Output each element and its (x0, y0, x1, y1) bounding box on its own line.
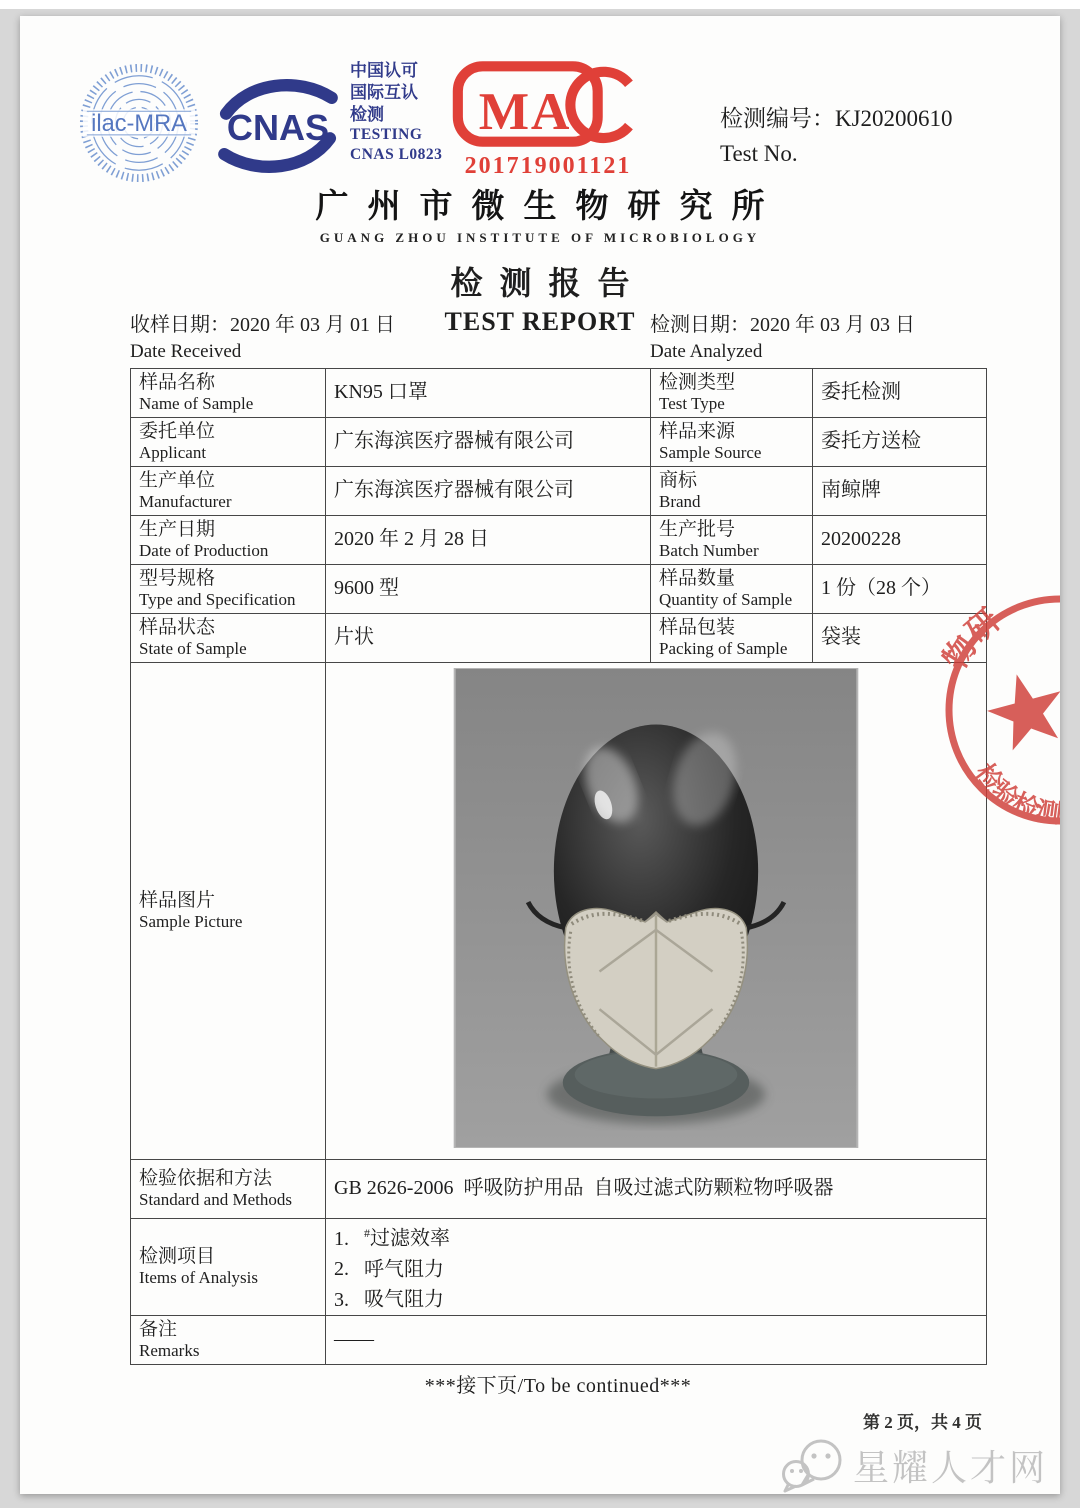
standard-row (131, 1160, 987, 1219)
item-text: 过滤效率 (370, 1227, 450, 1250)
cma-logo-letters: MA (478, 80, 572, 141)
ilac-logo-label: ilac-MRA (91, 110, 187, 137)
table-row (131, 516, 987, 565)
items-cell (326, 1219, 987, 1316)
accred-line: TESTING (350, 126, 423, 144)
cell-label (651, 614, 813, 663)
item-number: 2. (334, 1258, 349, 1281)
cell-value: 广东海滨医疗器械有限公司 (326, 467, 651, 516)
cell-label (131, 1219, 326, 1316)
cma-logo-block (448, 58, 648, 180)
item-text: 呼气阻力 (364, 1258, 444, 1281)
label-en: Test Type (659, 394, 725, 414)
cell-label (131, 1160, 326, 1219)
label-en: Batch Number (659, 541, 759, 561)
label-zh: 样品包装 (659, 616, 736, 638)
cell-value: GB 2626-2006 呼吸防护用品 自吸过滤式防颗粒物呼吸器 (326, 1160, 987, 1219)
label-zh: 生产日期 (139, 518, 216, 540)
label-zh: 商标 (659, 469, 698, 491)
report-table-wrap (130, 368, 986, 1398)
label-zh: 生产单位 (139, 469, 216, 491)
table-row (131, 565, 987, 614)
accred-line: 中国认可 (350, 61, 418, 80)
cell-value: 南鲸牌 (813, 467, 987, 516)
label-en: Items of Analysis (139, 1268, 258, 1288)
accreditation-text (350, 60, 442, 165)
date-analyzed-zh: 检测日期：2020 年 03 月 03 日 (650, 314, 915, 336)
stamp-bottom-text: 检验检测 (969, 758, 1064, 829)
cell-label (651, 565, 813, 614)
date-analyzed-en: Date Analyzed (650, 341, 763, 362)
cell-value: KN95 口罩 (326, 369, 651, 418)
label-en: Packing of Sample (659, 639, 788, 659)
sample-picture-row (131, 663, 987, 1160)
test-number-zh: 检测编号：KJ20200610 (720, 106, 953, 131)
cell-label (131, 467, 326, 516)
sample-info-table (130, 368, 987, 1365)
cell-label (131, 1315, 326, 1364)
item-text: 吸气阻力 (364, 1288, 444, 1311)
label-en: State of Sample (139, 639, 247, 659)
date-received-zh: 收样日期：2020 年 03 月 01 日 (130, 314, 395, 336)
watermark (781, 1436, 1048, 1494)
cell-label (131, 614, 326, 663)
cell-value: 2020 年 2 月 28 日 (326, 516, 651, 565)
cell-value: 9600 型 (326, 565, 651, 614)
cell-value: 袋装 (813, 614, 987, 663)
cell-value: 委托方送检 (813, 418, 987, 467)
accred-line: CNAS L0823 (350, 146, 443, 164)
label-zh: 样品来源 (659, 420, 736, 442)
label-zh: 样品名称 (139, 371, 216, 393)
label-zh: 生产批号 (659, 518, 736, 540)
cnas-logo-icon (212, 76, 344, 176)
label-en: Date of Production (139, 541, 269, 561)
top-white-strip (0, 0, 1080, 9)
label-zh: 样品数量 (659, 567, 736, 589)
cma-certificate-number: 201719001121 (464, 153, 632, 179)
label-en: Quantity of Sample (659, 590, 793, 610)
label-en: Sample Source (659, 443, 762, 463)
cell-label (131, 663, 326, 1160)
cell-label (651, 467, 813, 516)
sample-picture-cell (326, 663, 987, 1160)
label-zh: 样品图片 (139, 889, 216, 911)
date-analyzed-block (650, 312, 915, 365)
analysis-item (334, 1221, 978, 1252)
label-en: Remarks (139, 1341, 200, 1361)
item-number: 3. (334, 1288, 349, 1311)
remarks-row (131, 1315, 987, 1364)
page-number: 第 2 页，共 4 页 (863, 1413, 982, 1432)
red-seal-stamp (925, 575, 1064, 845)
test-number-en: Test No. (720, 140, 798, 166)
cell-value: 片状 (326, 614, 651, 663)
date-received-block (130, 312, 395, 365)
cma-logo-icon (450, 58, 646, 150)
test-number-block (720, 102, 953, 171)
svg-text:检验检测 (969, 758, 1064, 829)
label-en: Applicant (139, 443, 207, 463)
cell-value: 1 份（28 个） (813, 565, 987, 614)
item-number: 1. (334, 1227, 349, 1250)
label-zh: 型号规格 (139, 567, 216, 589)
institute-name-zh: 广州市微生物研究所 (315, 189, 784, 225)
label-en: Standard and Methods (139, 1190, 292, 1210)
cell-label (131, 565, 326, 614)
cell-label (131, 369, 326, 418)
sample-photo (453, 668, 859, 1148)
stamp-top-text: 物研 (936, 601, 1007, 676)
label-zh: 备注 (139, 1318, 178, 1340)
report-title-en: TEST REPORT (444, 307, 636, 336)
table-row (131, 369, 987, 418)
cell-label (131, 418, 326, 467)
date-received-en: Date Received (130, 341, 242, 362)
cell-value: 广东海滨医疗器械有限公司 (326, 418, 651, 467)
table-row (131, 467, 987, 516)
cell-label (651, 516, 813, 565)
wechat-watermark-icon (781, 1436, 847, 1494)
report-title-zh: 检测报告 (450, 265, 647, 301)
label-zh: 委托单位 (139, 420, 216, 442)
label-en: Manufacturer (139, 492, 232, 512)
accred-line: 检测 (350, 104, 384, 124)
report-page (20, 16, 1064, 1494)
cell-value: 20200228 (813, 516, 987, 565)
to-be-continued-note: ***接下页/To be continued*** (424, 1374, 692, 1397)
cell-label (651, 418, 813, 467)
label-en: Sample Picture (139, 912, 243, 932)
label-en: Brand (659, 492, 701, 512)
analysis-item (334, 1252, 978, 1283)
cell-label (651, 369, 813, 418)
items-row (131, 1219, 987, 1316)
accred-line: 国际互认 (350, 82, 418, 102)
cell-value: —— (326, 1315, 987, 1364)
label-en: Type and Specification (139, 590, 296, 610)
table-row (131, 418, 987, 467)
label-en: Name of Sample (139, 394, 254, 414)
label-zh: 检测类型 (659, 371, 736, 393)
label-zh: 样品状态 (139, 616, 216, 638)
cell-value: 委托检测 (813, 369, 987, 418)
cnas-logo-label: CNAS (226, 107, 330, 149)
item-footnote-mark: # (364, 1226, 370, 1240)
label-zh: 检验依据和方法 (139, 1167, 273, 1189)
label-zh: 检测项目 (139, 1245, 216, 1267)
institute-name-en: GUANG ZHOU INSTITUTE OF MICROBIOLOGY (319, 230, 761, 245)
watermark-text: 星耀人才网 (852, 1447, 1048, 1488)
ilac-mra-logo-icon (75, 62, 203, 186)
cell-label (131, 516, 326, 565)
analysis-item (334, 1282, 978, 1313)
table-row (131, 614, 987, 663)
